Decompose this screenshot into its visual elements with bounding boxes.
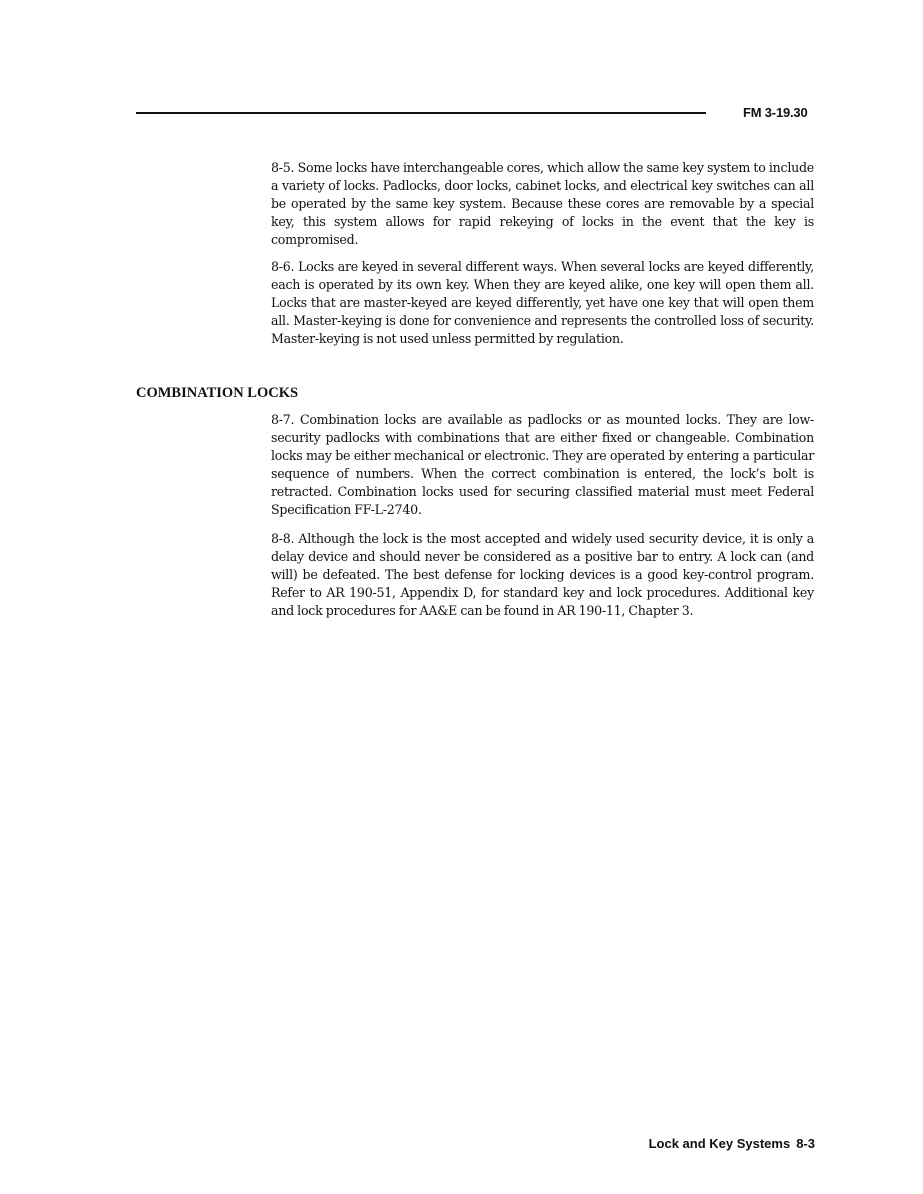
paragraph-8-7: 8-7. Combination locks are available as padlocks or as mounted locks. They are low-security padlocks with combinations that are either fixed or changeable. Combination locks may be either mechanical or electronic. They are operated by entering a particular sequence of numbers. When the correct combination is entered, the lock’s bolt is retracted. Combination locks used for securing classified material must meet Federal Specification FF-L-2740. (271, 412, 814, 518)
page-number: 8-3 (796, 1136, 815, 1151)
paragraph-8-6: 8-6. Locks are keyed in several different ways. When several locks are keyed differently, each is operated by its own key. When they are keyed alike, one key will open them all. Locks that are master-keyed are keyed differently, yet have one key that will open them all. Master-keying is done for convenience and represents the controlled loss of security. Master-keying is not used unless permitted by regulation. (271, 259, 814, 347)
paragraph-8-5: 8-5. Some locks have interchangeable cores, which allow the same key system to include a variety of locks. Padlocks, door locks, cabinet locks, and electrical key switches can all be operated by the same key system. Because these cores are removable by a special key, this system allows for rapid rekeying of locks in the event that the key is compromised. (271, 160, 814, 248)
page-footer (649, 1136, 815, 1151)
header-rule (136, 112, 706, 114)
footer-chapter-title: Lock and Key Systems (648, 1136, 791, 1151)
section-heading: COMBINATION LOCKS (136, 385, 299, 401)
document-id: FM 3-19.30 (743, 105, 808, 120)
paragraph-8-8: 8-8. Although the lock is the most accepted and widely used security device, it is only a delay device and should never be considered as a positive bar to entry. A lock can (and will) be defeated. The best defense for locking devices is a good key-control program. Refer to AR 190-51, Appendix D, for standard key and lock procedures. Additional key and lock procedures for AA&E can be found in AR 190-11, Chapter 3. (271, 531, 814, 619)
